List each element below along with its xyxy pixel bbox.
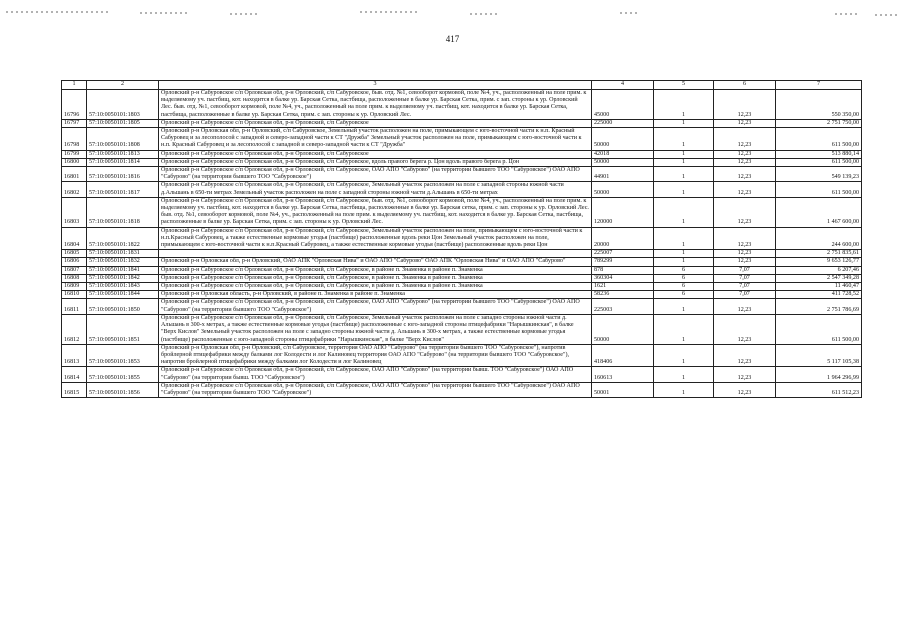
- area-value: 878: [592, 266, 654, 274]
- cost-value: 549 139,23: [776, 167, 862, 182]
- table-row: [62, 344, 862, 367]
- cost-value: 611 500,00: [776, 314, 862, 344]
- table-row: [62, 266, 862, 274]
- cadastral-number: 57:10:0050101:1843: [87, 283, 159, 291]
- location-description: Орловский р-н Сабуровское с/п Орловская обл, р-н Орловский, с/п Сабуровское, Земельный участок расположен на поле с западно стороны южной части д. Альшань в 300-х метрах, а также естественные кормовые угодья (пастбище) расположенные с юго-западной стороны птицефабрики "Нарышкинская", в балке "Верх Кислов" Земельный участок расположен на поле с западно стороны южной части д. Альшань в 300-х метрах, а также естественные кормовые угодья (пастбище) расположенные с юго-западной стороны птицефабрики "Нарышкинская", в балке "Верх Кислов": [159, 314, 592, 344]
- count-value: 1: [654, 344, 714, 367]
- cost-value: 513 880,14: [776, 150, 862, 158]
- table-body: [62, 90, 862, 398]
- area-value: 50000: [592, 128, 654, 151]
- table-row: [62, 283, 862, 291]
- page-number: 417: [445, 34, 460, 44]
- table-row: [62, 197, 862, 227]
- row-number: 16813: [62, 344, 87, 367]
- cost-value: 11 460,47: [776, 283, 862, 291]
- row-number: 16803: [62, 197, 87, 227]
- count-value: 1: [654, 167, 714, 182]
- area-value: 50000: [592, 158, 654, 166]
- rate-value: 12,23: [714, 128, 776, 151]
- count-value: 1: [654, 182, 714, 197]
- count-value: 1: [654, 197, 714, 227]
- row-number: 16801: [62, 167, 87, 182]
- row-number: 16796: [62, 90, 87, 120]
- land-register-table: [61, 80, 862, 398]
- header-cell: 4: [592, 81, 654, 90]
- cadastral-number: 57:10:0050101:1841: [87, 266, 159, 274]
- cadastral-number: 57:10:0050101:1832: [87, 258, 159, 266]
- header-cell: 7: [776, 81, 862, 90]
- row-number: 16798: [62, 128, 87, 151]
- cost-value: 2 547 349,28: [776, 274, 862, 282]
- count-value: 6: [654, 266, 714, 274]
- table-row: [62, 291, 862, 299]
- count-value: 6: [654, 291, 714, 299]
- header-cell: 2: [87, 81, 159, 90]
- cost-value: 1 467 600,00: [776, 197, 862, 227]
- table-row: [62, 274, 862, 282]
- rate-value: 12,23: [714, 314, 776, 344]
- row-number: 16811: [62, 299, 87, 314]
- cadastral-number: 57:10:0050101:1816: [87, 167, 159, 182]
- row-number: 16809: [62, 283, 87, 291]
- row-number: 16810: [62, 291, 87, 299]
- rate-value: 7,07: [714, 266, 776, 274]
- rate-value: 7,07: [714, 291, 776, 299]
- cadastral-number: 57:10:0050101:1850: [87, 299, 159, 314]
- table-row: [62, 119, 862, 127]
- rate-value: 12,23: [714, 258, 776, 266]
- cost-value: 9 653 126,77: [776, 258, 862, 266]
- cost-value: 611 500,00: [776, 128, 862, 151]
- location-description: Орловский р-н Сабуровское с/п Орловская обл, р-н Орловский, с/п Сабуровское, ОАО АПО "Сабурово" (на территории бывшего ТОО "Сабуровское") ОАО АПО "Сабурово" (на территории бывшего ТОО "Сабуровское"): [159, 299, 592, 314]
- header-cell: 3: [159, 81, 592, 90]
- area-value: 45000: [592, 90, 654, 120]
- location-description: Орловский р-н Сабуровское с/п Орловская обл, р-н Орловский, с/п Сабуровское, быв. отд. №1, севооборот кормовой, поле №4, уч., расположенный на поле прим. к выделяемому уч. пастбищ, кот. находится в балке ур. Барская Сетка, пастбища, расположенные в балке ур. Барская сетка, прим. с зап. стороны к ур. Орловский Лес. быв. отд. №1, севооборот кормовой, поле №4, уч., расположенный на поле прим. к выделяемому уч. пастбищ, кот. находится в балке ур. Барская Сетка, пастбища, расположенные в балке ур. Барская Сетка, прим. с зап. стороны к ур. Орловский Лес.: [159, 197, 592, 227]
- count-value: 1: [654, 382, 714, 397]
- cadastral-number: 57:10:0050101:1842: [87, 274, 159, 282]
- location-description: Орловский р-н Сабуровское с/п Орловская обл, р-н Орловский, с/п Сабуровское, вдоль правого берега р. Цон вдоль правого берега р. Цон: [159, 158, 592, 166]
- location-description: Орловский р-н Сабуровское с/п Орловская обл, р-н Орловский, с/п Сабуровское, ОАО АПО "Сабурово" (на территории бывшего ТОО "Сабуровское") ОАО АПО "Сабурово" (на территории бывшего ТОО "Сабуровское"): [159, 167, 592, 182]
- table-row: [62, 250, 862, 258]
- row-number: 16806: [62, 258, 87, 266]
- count-value: 1: [654, 227, 714, 250]
- rate-value: 12,23: [714, 299, 776, 314]
- count-value: 1: [654, 158, 714, 166]
- rate-value: 12,23: [714, 382, 776, 397]
- table-row: [62, 128, 862, 151]
- rate-value: 12,23: [714, 167, 776, 182]
- row-number: 16808: [62, 274, 87, 282]
- area-value: 789299: [592, 258, 654, 266]
- location-description: Орловский р-н Сабуровское с/п Орловская обл, р-н Орловский, с/п Сабуровское: [159, 150, 592, 158]
- row-number: 16805: [62, 250, 87, 258]
- count-value: 6: [654, 283, 714, 291]
- cost-value: 244 600,00: [776, 227, 862, 250]
- cadastral-number: 57:10:0050101:1818: [87, 197, 159, 227]
- header-row: [62, 81, 862, 90]
- area-value: 50001: [592, 382, 654, 397]
- count-value: 1: [654, 90, 714, 120]
- cadastral-number: 57:10:0050101:1844: [87, 291, 159, 299]
- location-description: Орловский р-н Сабуровское с/п Орловская обл, р-н Орловский, с/п Сабуровское, ОАО АПО "Сабурово" (на территории бывш. ТОО "Сабуровское") ОАО АПО "Сабурово" (на территории бывш. ТОО "Сабуровское"): [159, 367, 592, 382]
- row-number: 16814: [62, 367, 87, 382]
- location-description: Орловский р-н Орловская область, р-н Орловский, в районе п. Знаменка в районе п. Знаменка: [159, 291, 592, 299]
- cadastral-number: 57:10:0050101:1813: [87, 150, 159, 158]
- area-value: 44901: [592, 167, 654, 182]
- cost-value: 2 751 750,00: [776, 119, 862, 127]
- cost-value: 611 500,00: [776, 182, 862, 197]
- cadastral-number: 57:10:0050101:1822: [87, 227, 159, 250]
- location-description: Орловский р-н Сабуровское с/п Орловская обл, р-н Орловский, с/п Сабуровское, в районе п. Знаменка в районе п. Знаменка: [159, 283, 592, 291]
- area-value: 20000: [592, 227, 654, 250]
- location-description: Орловский р-н Орловская обл, р-н Орловский, ОАО АПК "Орловская Нива" и ОАО АПО "Сабурово" ОАО АПК "Орловская Нива" и ОАО АПО "Сабурово": [159, 258, 592, 266]
- rate-value: 12,23: [714, 344, 776, 367]
- count-value: 1: [654, 367, 714, 382]
- location-description: Орловский р-н Сабуровское с/п Орловская обл, р-н Орловский, с/п Сабуровское, в районе п. Знаменка в районе п. Знаменка: [159, 274, 592, 282]
- table-row: [62, 367, 862, 382]
- scan-noise: [0, 6, 905, 20]
- area-value: 360304: [592, 274, 654, 282]
- row-number: 16802: [62, 182, 87, 197]
- table-row: [62, 150, 862, 158]
- area-value: 225003: [592, 299, 654, 314]
- cadastral-number: 57:10:0050101:1817: [87, 182, 159, 197]
- row-number: 16807: [62, 266, 87, 274]
- rate-value: 12,23: [714, 150, 776, 158]
- area-value: 42018: [592, 150, 654, 158]
- cadastral-number: 57:10:0050101:1814: [87, 158, 159, 166]
- table-row: [62, 258, 862, 266]
- count-value: 1: [654, 128, 714, 151]
- count-value: 1: [654, 314, 714, 344]
- table-row: [62, 382, 862, 397]
- location-description: Орловский р-н Орловская обл, р-н Орловский, с/п Сабуровское, Земельный участок расположен на поле, примыкающем с юго-восточной части к н.п. Красный Сабуровец и за лесополосой с западной и северо-западной части к СТ "Дружба" Земельный участок расположен на поле, примыкающем с юго-восточной части к н.п. Красный Сабуровец и за лесополосой с западной и северо-западной части к СТ "Дружба": [159, 128, 592, 151]
- table-row: [62, 182, 862, 197]
- area-value: 58236: [592, 291, 654, 299]
- rate-value: 12,23: [714, 90, 776, 120]
- area-value: 1621: [592, 283, 654, 291]
- location-description: [159, 250, 592, 258]
- area-value: 50000: [592, 182, 654, 197]
- row-number: 16800: [62, 158, 87, 166]
- row-number: 16799: [62, 150, 87, 158]
- cost-value: 2 751 786,69: [776, 299, 862, 314]
- table-row: [62, 158, 862, 166]
- table-row: [62, 227, 862, 250]
- header-cell: 1: [62, 81, 87, 90]
- rate-value: 12,23: [714, 197, 776, 227]
- cadastral-number: 57:10:0050101:1803: [87, 90, 159, 120]
- location-description: Орловский р-н Сабуровское с/п Орловская обл, р-н Орловский, с/п Сабуровское, в районе п. Знаменка в районе п. Знаменка: [159, 266, 592, 274]
- count-value: 1: [654, 150, 714, 158]
- cadastral-number: 57:10:0050101:1831: [87, 250, 159, 258]
- row-number: 16804: [62, 227, 87, 250]
- table-row: [62, 314, 862, 344]
- location-description: Орловский р-н Сабуровское с/п Орловская обл, р-н Орловский, с/п Сабуровское, ОАО АПО "Сабурово" (на территории бывшего ТОО "Сабуровское") ОАО АПО "Сабурово" (на территории бывшего ТОО "Сабуровское"): [159, 382, 592, 397]
- cost-value: 550 350,00: [776, 90, 862, 120]
- location-description: Орловский р-н Сабуровское с/п Орловская обл, р-н Орловский, с/п Сабуровское: [159, 119, 592, 127]
- area-value: 418406: [592, 344, 654, 367]
- cost-value: 5 117 105,38: [776, 344, 862, 367]
- count-value: 1: [654, 299, 714, 314]
- cadastral-number: 57:10:0050101:1808: [87, 128, 159, 151]
- cost-value: 2 751 835,61: [776, 250, 862, 258]
- rate-value: 12,23: [714, 367, 776, 382]
- area-value: 160613: [592, 367, 654, 382]
- rate-value: 7,07: [714, 283, 776, 291]
- cadastral-number: 57:10:0050101:1853: [87, 344, 159, 367]
- header-cell: 6: [714, 81, 776, 90]
- rate-value: 12,23: [714, 182, 776, 197]
- rate-value: 12,23: [714, 158, 776, 166]
- header-cell: 5: [654, 81, 714, 90]
- location-description: Орловский р-н Сабуровское с/п Орловская обл, р-н Орловский, с/п Сабуровское, Земельный участок расположен на поле, примыкающем с юго-восточной части к н.п.Красный Сабуровец, а также естественные кормовые угодья (пастбище) расположенные вдоль реки Цон Земельный участок расположен на поле, примыкающем с юго-восточной части к н.п.Красный Сабуровец, а также естественные кормовые угодья (пастбище) расположенные вдоль реки Цон: [159, 227, 592, 250]
- cadastral-number: 57:10:0050101:1855: [87, 367, 159, 382]
- table-row: [62, 299, 862, 314]
- count-value: 1: [654, 258, 714, 266]
- location-description: Орловский р-н Сабуровское с/п Орловская обл, р-н Орловский, с/п Сабуровское, быв. отд. №1, севооборот кормовой, поле №4, уч., расположенный на поле прим. к выделяемому уч. пастбищ, кот. находится в балке ур. Барская Сетка, пастбища, расположенные в балке ур. Барская Сетка, прим. с зап. стороны к ур. Орловский Лес. быв. отд. №1, севооборот кормовой, поле №4, уч., расположенный на поле прим. к выделяемому уч. пастбищ, кот. находится в балке ур. Барская Сетка, пастбища, расположенные в балке ур. Барская Сетка, прим. с зап. стороны к ур. Орловский Лес.: [159, 90, 592, 120]
- count-value: 1: [654, 250, 714, 258]
- cost-value: 6 207,46: [776, 266, 862, 274]
- rate-value: 12,23: [714, 119, 776, 127]
- cost-value: 411 728,52: [776, 291, 862, 299]
- row-number: 16797: [62, 119, 87, 127]
- rate-value: 12,23: [714, 250, 776, 258]
- table-row: [62, 90, 862, 120]
- area-value: 50000: [592, 314, 654, 344]
- cost-value: 1 964 296,99: [776, 367, 862, 382]
- row-number: 16812: [62, 314, 87, 344]
- cadastral-number: 57:10:0050101:1805: [87, 119, 159, 127]
- cost-value: 611 500,00: [776, 158, 862, 166]
- count-value: 6: [654, 274, 714, 282]
- area-value: 225007: [592, 250, 654, 258]
- rate-value: 7,07: [714, 274, 776, 282]
- table-row: [62, 167, 862, 182]
- cadastral-number: 57:10:0050101:1851: [87, 314, 159, 344]
- area-value: 120000: [592, 197, 654, 227]
- cadastral-number: 57:10:0050101:1856: [87, 382, 159, 397]
- location-description: Орловский р-н Сабуровское с/п Орловская обл, р-н Орловский, с/п Сабуровское, Земельный участок расположен на поле с западной стороны южной части д.Альшань в 650-ти метрах Земельный участок расположен на поле с западной стороны южной части д.Альшань в 650-ти метрах: [159, 182, 592, 197]
- cost-value: 611 512,23: [776, 382, 862, 397]
- area-value: 225000: [592, 119, 654, 127]
- count-value: 1: [654, 119, 714, 127]
- row-number: 16815: [62, 382, 87, 397]
- rate-value: 12,23: [714, 227, 776, 250]
- location-description: Орловский р-н Орловская обл, р-н Орловский, с/п Сабуровское, территория ОАО АПО "Сабурово" (на территории бывшего ТОО "Сабуровское"), напротив бройлерной птицефабрики между балками лог Колодести и лог Калиновец территория ОАО АПО "Сабурово" (на территории бывшего ТОО "Сабуровское"), напротив бройлерной птицефабрики между балками лог Колодести и лог Калиновец: [159, 344, 592, 367]
